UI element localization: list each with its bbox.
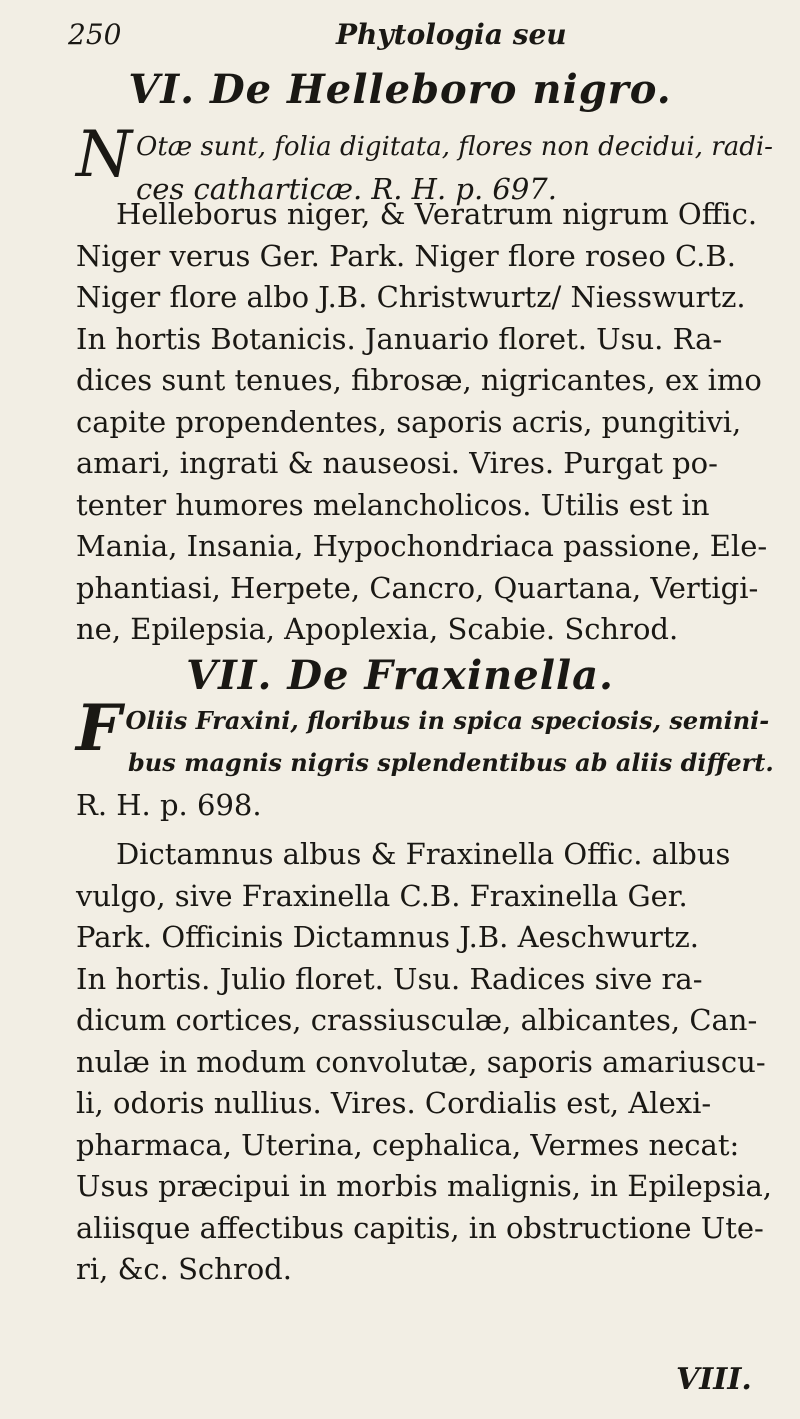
body-line: Park. Officinis Dictamnus J.B. Aeschwurtz. (76, 920, 700, 954)
body-line: Helleborus niger, & Veratrum nigrum Offic. (116, 197, 758, 231)
page-header (68, 18, 758, 58)
body-line: vulgo, sive Fraxinella C.B. Fraxinella Ger. (76, 878, 688, 913)
body-line: pharmaca, Uterina, cephalica, Vermes necat: (76, 1127, 740, 1162)
body-line: aliisque affectibus capitis, in obstructione Ute- (76, 1210, 764, 1245)
drop-cap: N (76, 118, 132, 192)
note-line: Otæ sunt, folia digitata, flores non decidui, radi- (136, 132, 773, 162)
page-number: 250 (68, 18, 122, 51)
body-line: dicum cortices, crassiusculæ, albicantes, Can- (76, 1003, 758, 1037)
body-line: Mania, Insania, Hypochondriaca passione, Ele- (76, 529, 768, 563)
section-body-helleborus (76, 194, 782, 651)
body-line: phantiasi, Herpete, Cancro, Quartana, Vertigi- (76, 570, 759, 605)
section-title-helleborus: VI. De Helleboro nigro. (128, 66, 672, 113)
body-line: Dictamnus albus & Fraxinella Offic. albus (116, 837, 731, 871)
drop-cap: F (76, 691, 122, 766)
body-line: ne, Epilepsia, Apoplexia, Scabie. Schrod. (76, 612, 679, 646)
body-line: capite propendentes, saporis acris, pungitivi, (76, 404, 742, 439)
body-line: nulæ in modum convolutæ, saporis amariuscu- (76, 1044, 766, 1079)
body-line: li, odoris nullius. Vires. Cordialis est, Alexi- (76, 1086, 712, 1120)
running-title: Phytologia seu (336, 18, 567, 51)
note-line: ces catharticæ. R. H. p. 697. (136, 172, 557, 206)
body-line: Niger flore albo J.B. Christwurtz/ Niesswurtz. (76, 280, 746, 314)
note-line: R. H. p. 698. (76, 788, 262, 822)
body-line: In hortis Botanicis. Januario floret. Usu. Ra- (76, 321, 723, 356)
body-line: ri, &c. Schrod. (76, 1252, 292, 1286)
section-title-fraxinella: VII. De Fraxinella. (186, 652, 614, 699)
body-line: Niger verus Ger. Park. Niger flore roseo C.B. (76, 238, 736, 273)
body-line: Usus præcipui in morbis malignis, in Epilepsia, (76, 1169, 772, 1203)
catchword: VIII. (676, 1362, 752, 1397)
body-line: tenter humores melancholicos. Utilis est in (76, 487, 710, 522)
body-line: dices sunt tenues, fibrosæ, nigricantes, ex imo (76, 363, 762, 397)
body-line: In hortis. Julio floret. Usu. Radices sive ra- (76, 961, 703, 996)
note-line: bus magnis nigris splendentibus ab aliis differt. (128, 748, 774, 777)
note-line: Oliis Fraxini, floribus in spica speciosis, semini- (125, 706, 770, 735)
section-body-fraxinella (76, 834, 782, 1291)
section-note-fraxinella (76, 691, 776, 826)
body-line: amari, ingrati & nauseosi. Vires. Purgat po- (76, 446, 718, 480)
